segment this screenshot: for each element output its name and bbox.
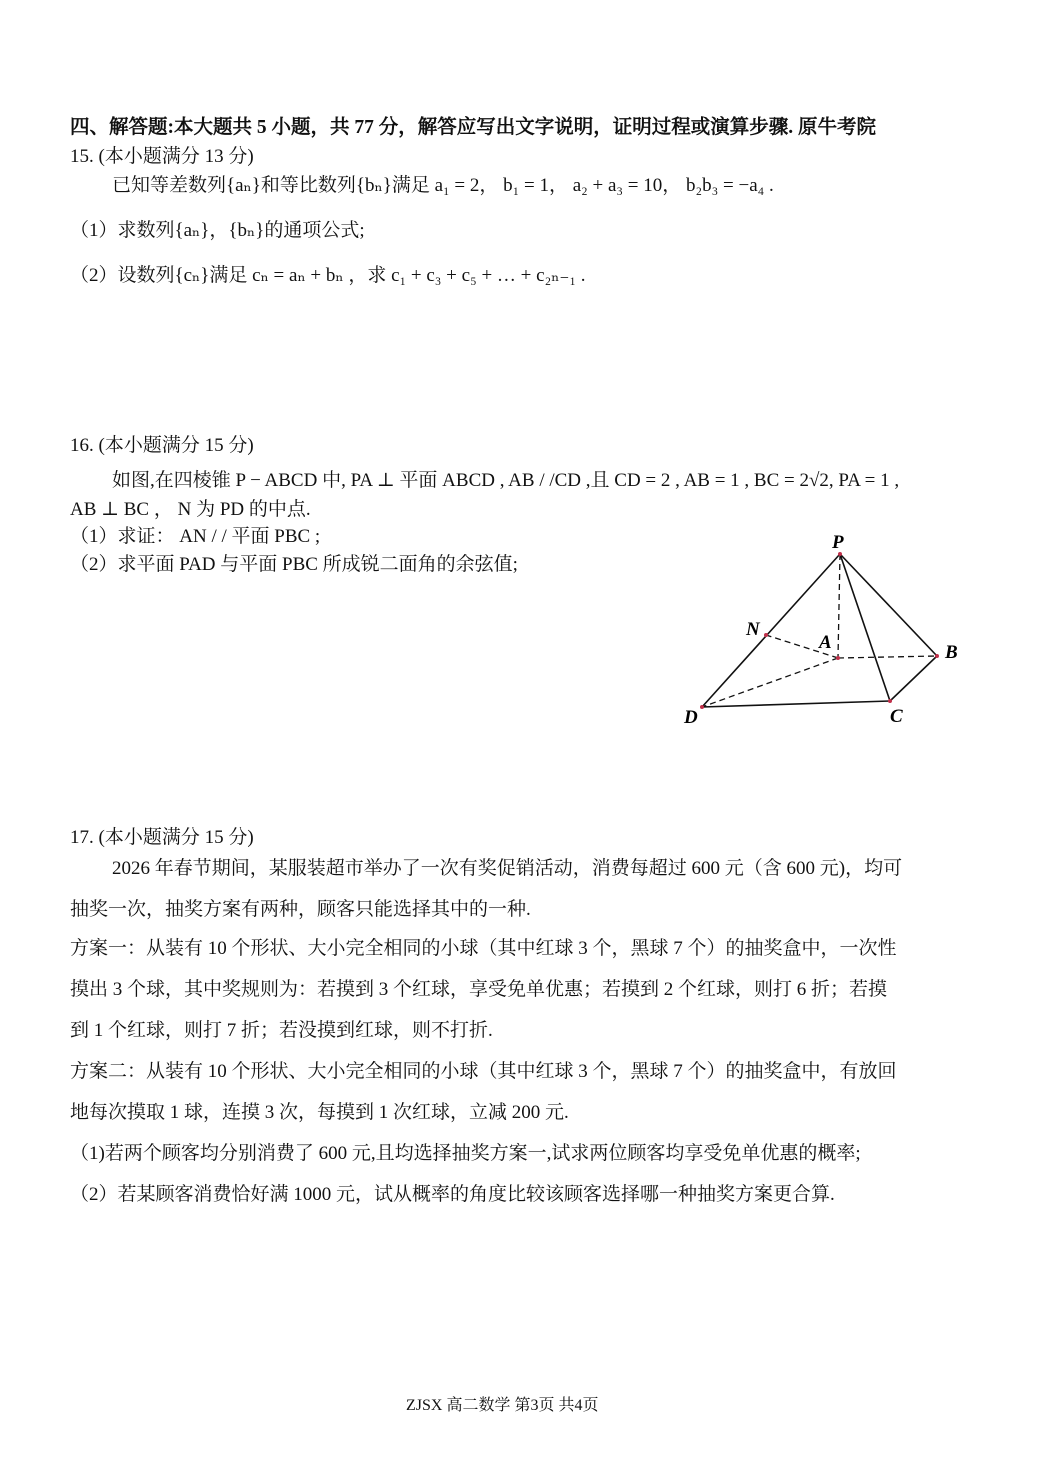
q17-line: 到 1 个红球，则打 7 折；若没摸到红球，则不打折.	[70, 1020, 493, 1041]
edge-CB	[890, 656, 937, 701]
section-header: 四、解答题:本大题共 5 小题，共 77 分，解答应写出文字说明，证明过程或演算步骤. 原牛考院	[70, 117, 876, 138]
q17-line: 摸出 3 个球，其中奖规则为：若摸到 3 个红球，享受免单优惠；若摸到 2 个红球，则打 6 折；若摸	[70, 979, 888, 1000]
point-D	[700, 705, 704, 709]
q17-line: 方案一：从装有 10 个形状、大小完全相同的小球（其中红球 3 个，黑球 7 个）的抽奖盒中，一次性	[70, 938, 897, 959]
q17-line: 方案二：从装有 10 个形状、大小完全相同的小球（其中红球 3 个，黑球 7 个）的抽奖盒中，有放回	[70, 1061, 897, 1082]
q17-line: 抽奖一次，抽奖方案有两种，顾客只能选择其中的一种.	[70, 899, 531, 920]
edge-DC	[702, 701, 890, 707]
label-P: P	[832, 532, 844, 553]
q16-stem1: 如图,在四棱锥 P − ABCD 中, PA ⊥ 平面 ABCD , AB / /CD ,且 CD = 2 , AB = 1 , BC = 2√2, PA = 1 ,	[112, 470, 900, 491]
point-N	[764, 633, 768, 637]
label-N: N	[746, 619, 760, 640]
q17-part2: （2）若某顾客消费恰好满 1000 元，试从概率的角度比较该顾客选择哪一种抽奖方案更合算.	[70, 1184, 835, 1205]
edge-AD	[702, 658, 838, 707]
edge-AB	[838, 656, 937, 658]
page-footer: ZJSX 高二数学 第3页 共4页	[406, 1397, 599, 1414]
q15-title: 15. (本小题满分 13 分)	[70, 146, 254, 167]
q15-stem: 已知等差数列{aₙ}和等比数列{bₙ}满足 a₁ = 2， b₁ = 1， a₂ + a₃ = 10， b₂b₃ = −a₄ .	[112, 175, 774, 196]
label-D: D	[684, 707, 698, 728]
q16-stem2: AB ⊥ BC ， N 为 PD 的中点.	[70, 499, 311, 520]
edge-PB	[840, 554, 937, 656]
point-C	[888, 699, 892, 703]
q15-part2: （2）设数列{cₙ}满足 cₙ = aₙ + bₙ ，求 c₁ + c₃ + c₅ + … + c₂ₙ₋₁ .	[70, 265, 586, 286]
point-B	[935, 654, 939, 658]
label-A: A	[819, 632, 832, 653]
q17-title: 17. (本小题满分 15 分)	[70, 827, 254, 848]
q15-part1: （1）求数列{aₙ}，{bₙ}的通项公式;	[70, 220, 365, 241]
q17-line: 地每次摸取 1 球，连摸 3 次，每摸到 1 次红球，立减 200 元.	[70, 1102, 569, 1123]
label-B: B	[945, 642, 958, 663]
q16-part1: （1）求证： AN / / 平面 PBC ;	[70, 526, 321, 547]
label-C: C	[890, 706, 903, 727]
edge-PC	[840, 554, 890, 701]
q17-line: 2026 年春节期间，某服装超市举办了一次有奖促销活动，消费每超过 600 元（含 600 元)，均可	[112, 858, 903, 879]
q16-title: 16. (本小题满分 15 分)	[70, 435, 254, 456]
q17-part1: （1)若两个顾客均分别消费了 600 元,且均选择抽奖方案一,试求两位顾客均享受免单优惠的概率;	[70, 1143, 861, 1164]
q16-part2: （2）求平面 PAD 与平面 PBC 所成锐二面角的余弦值;	[70, 554, 518, 575]
edge-PA	[838, 554, 840, 658]
edge-PD	[702, 554, 840, 707]
point-A	[836, 656, 840, 660]
